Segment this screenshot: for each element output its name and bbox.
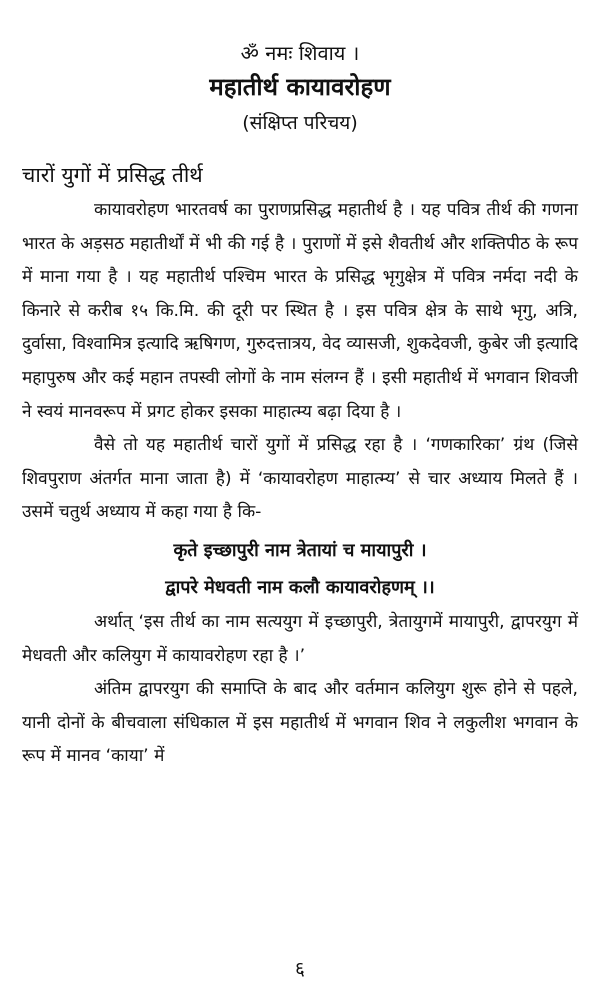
paragraph-meaning: अर्थात् ‘इस तीर्थ का नाम सत्ययुग में इच्छापुरी, त्रेतायुगमें मायापुरी, द्वापरयुग में मेधवती और कलियुग में कायावरोहण रहा है ।’ [22, 611, 578, 666]
page-subtitle: (संक्षिप्त परिचय) [242, 112, 358, 134]
paragraph-dvapara: अंतिम द्वापरयुग की समाप्ति के बाद और वर्तमान कलियुग शुरू होने से पहले, यानी दोनों के बीचवाला संधिकाल में इस महातीर्थ में भगवान शिव ने लकुलीश भगवान के रूप में मानव ‘काया’ में [22, 679, 578, 767]
verse-line-1: कृते इच्छापुरी नाम त्रेतायां च मायापुरी । [173, 539, 427, 561]
paragraph-intro: कायावरोहण भारतवर्ष का पुराणप्रसिद्ध महातीर्थ है । यह पवित्र तीर्थ की गणना भारत के अड़सठ महातीर्थों में भी की गई है । पुराणों में इसे शैवतीर्थ और शक्तिपीठ के रूप में माना गया है । यह महातीर्थ पश्चिम भारत के प्रसिद्ध भृगुक्षेत्र में पवित्र नर्मदा नदी के किनारे से करीब १५ कि.मि. की दूरी पर स्थित है । इस पवित्र क्षेत्र के साथे भृगु, अत्रि, दुर्वासा, विश्वामित्र इत्यादि ऋषिगण, गुरुदत्तात्रय, वेद व्यासजी, शुकदेवजी, कुबेर जी इत्यादि महापुरुष और कई महान तपस्वी लोगों के नाम संलग्न हैं । इसी महातीर्थ में भगवान शिवजी ने स्वयं मानवरूप में प्रगट होकर इसका माहात्म्य बढ़ा दिया है । [22, 200, 578, 422]
page-title: महातीर्थ कायावरोहण [209, 73, 391, 101]
verse-line-2: द्वापरे मेधवती नाम कलौ कायावरोहणम् ।। [165, 576, 435, 598]
paragraph-ganakarika: वैसे तो यह महातीर्थ चारों युगों में प्रसिद्ध रहा है । ‘गणकारिका’ ग्रंथ (जिसे शिवपुराण अंतर्गत माना जाता है) में ‘कायावरोहण माहात्म्य’ से चार अध्याय मिलते हैं । उसमें चतुर्थ अध्याय में कहा गया है कि- [22, 435, 578, 523]
section-heading: चारों युगों में प्रसिद्ध तीर्थ [22, 163, 203, 187]
invocation: ॐ नमः शिवाय । [240, 41, 360, 65]
page-number: ६ [295, 958, 305, 980]
